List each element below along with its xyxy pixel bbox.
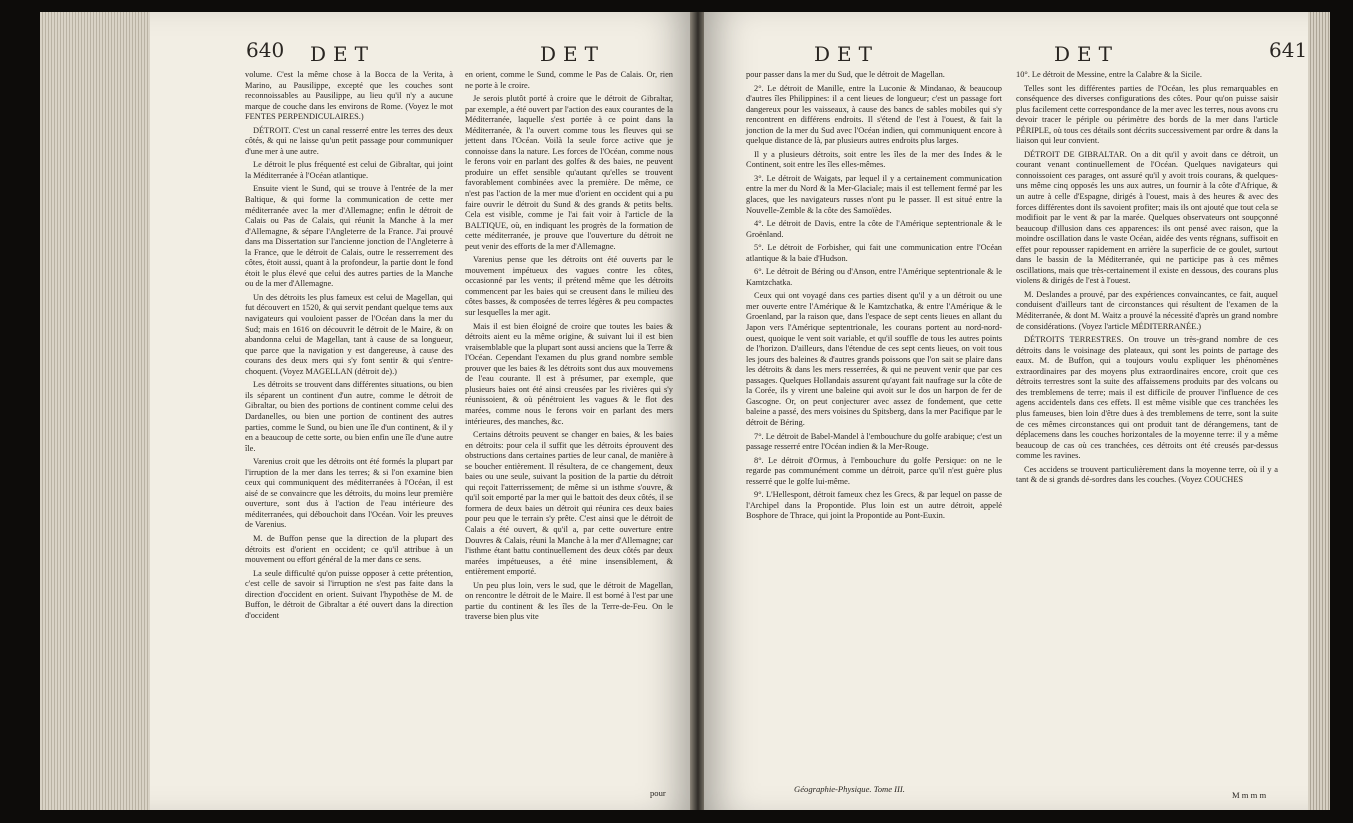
running-head-right-2: DET xyxy=(1054,42,1119,66)
right-page-column-2 xyxy=(1016,70,1278,489)
paragraph: Ensuite vient le Sund, qui se trouve à l'entrée de la mer Baltique, & qui forme la communication de cette mer méditerranée avec la mer d'Allemagne; enfin le détroit de Calais ou Pas de Calais, qui réunit la Manche à la mer d'Allemagne, & sépare l'Angleterre de la France. J'ai prouvé dans ma Dissertation sur l'ancienne jonction de l'Angleterre à la France, que le détroit de Calais, outre le resserrement des côtes, étoit aussi, quant à la profondeur, la partie dont le fond étoit le plus élevé que celui des autres parties de la Manche ou de la mer d'Allemagne. xyxy=(245,184,453,289)
page-number-right: 641 xyxy=(1269,38,1308,62)
paragraph: Le détroit le plus fréquenté est celui de Gibraltar, qui joint la Méditerranée à l'Océan atlantique. xyxy=(245,160,453,180)
paragraph: La seule difficulté qu'on puisse opposer à cette prétention, c'est celle de savoir si l'irruption ne s'est pas faite dans la direction d'occident en orient. Suivant l'hypothèse de M. de Buffon, le détroit de Gibraltar a été ouvert dans la direction d'occident xyxy=(245,568,453,620)
paragraph: DÉTROIT. C'est un canal resserré entre les terres des deux côtés, & qui ne laisse qu'un petit passage pour communiquer d'une mer à une autre. xyxy=(245,125,453,156)
paragraph: 4°. Le détroit de Davis, entre la côte de l'Amérique septentrionale & le Groënland. xyxy=(746,219,1002,239)
paragraph: Un des détroits les plus fameux est celui de Magellan, qui fut découvert en 1520, & qui servit pendant quelque tems aux navigateurs qui vouloient passer de l'Océan dans la mer du Sud; mais en 1616 on découvrit le détroit de le Maire, & on abandonna celui de Magellan, tant à cause de sa longueur, que parce que la navigation y est dangereuse, à cause des courans des deux mers qui s'y font sentir & qui s'entre-choquent. (Voyez MAGELLAN (détroit de).) xyxy=(245,292,453,376)
right-page-edges xyxy=(1308,12,1330,810)
paragraph: M. de Buffon pense que la direction de la plupart des détroits est d'orient en occident; ce qu'il attribue à un mouvement ou effort général de la mer dans ce sens. xyxy=(245,533,453,565)
paragraph: pour passer dans la mer du Sud, que le détroit de Magellan. xyxy=(746,70,945,79)
paragraph: Je serois plutôt porté à croire que le détroit de Gibraltar, par exemple, a été ouvert par l'action des eaux courantes de la Méditerranée, laquelle s'est portée à ce point dans la Méditerranée, & l'a ouvert comme tous les fleuves qui se jettent dans l'Océan. Voilà la seule force active que je connoisse dans la nature. Les forces de l'Océan, comme nous le ferons voir en parlant des golfes & des baies, ne peuvent produire un effet sensible qu'autant qu'elles se trouvent favorablement combinées avec la première. De même, ce n'est pas l'action de la mer mue d'orient en occident qui a pu faire ouvrir le détroit du Sund & des grands & petits belts. Cela est visible, comme je l'ai fait voir à l'article de la BALTIQUE, où, en indiquant les progrès de la formation de cette méditerranée, je prouve que l'ouverture du détroit ne peut venir des efforts de la mer d'Allemagne. xyxy=(465,94,673,251)
running-head-right-1: DET xyxy=(814,42,879,66)
paragraph: Certains détroits peuvent se changer en baies, & les baies en détroits: pour cela il suffit que les détroits éprouvent des obstructions dans certaines parties de leur canal, de manière à se boucher entièrement. Il résultera, de ce changement, deux baies ou une seule, suivant la position de la partie du détroit qui reçoit l'atterrissement; de même si un isthme s'ouvre, & qu'il soit emporté par la mer qui le battoit des deux côtés, il se formera de deux baies un détroit qui réunira ces deux baies pour peu que le terrain s'y prête. C'est ainsi que le détroit de Calais a été ouvert, & qu'il a, par cette ouverture entre Douvres & Calais, réuni la Manche à la mer d'Allemagne; car l'isthme étant battu continuellement des deux côtés par deux marées impétueuses, a été mine insensiblement, & entièrement emporté. xyxy=(465,430,673,577)
paragraph: 3°. Le détroit de Waigats, par lequel il y a certainement communication entre la mer du Nord & la Mer-Glaciale; mais il est tellement fermé par les glaces, que les navigateurs russes n'ont pu le passer. Il est situé entre la Nouvelle-Zemble & la côte des Samoïèdes. xyxy=(746,173,1002,215)
left-page xyxy=(40,12,692,810)
paragraph: Ceux qui ont voyagé dans ces parties disent qu'il y a un détroit ou une mer ouverte entre l'Amérique & le Kamtzchatka, & entre l'Amérique & le Groenland, par la raison que, dans l'espace de sept cents lieues en allant du Japon vers l'Amérique septentrionale, les courans portent au nord-nord-ouest, quoique le vent soit variable, et qu'il souffle de tous les autres points de l'horizon. D'ailleurs, dans l'étendue de ces sept cents lieues, on voit tous les jours des baleines & d'autres grands poissons que l'on sait se plaire dans les détroits & dans les mers resserrées, & qui ne peuvent venir que par ces passages. Quelques Hollandais assurent qu'ayant fait naufrage sur la côte de la Corée, ils y virent une baleine qui avoit sur le dos un harpon de fer de Gascogne. Or, on peut conjecturer avec assez de fondement, que cette baleine a passé, des mers voisines du Spitsberg, dans la mer Pacifique par le détroit de Béring. xyxy=(746,291,1002,427)
paragraph: volume. C'est la même chose à la Bocca de la Verita, à Marino, au Pausilippe, excepté que les couches sont reconnoissables au Pausilippe, au lieu qu'il n'y a aucune marque de couche dans les environs de Rome. (Voyez le mot FENTES PERPENDICULAIRES.) xyxy=(245,70,453,122)
paragraph: 7°. Le détroit de Babel-Mandel à l'embouchure du golfe arabique; c'est un passage resserré entre l'Océan indien & la Mer-Rouge. xyxy=(746,431,1002,452)
left-page-column-2 xyxy=(465,70,673,626)
catchword: pour xyxy=(650,788,666,798)
page-footer: Géographie-Physique. Tome III. xyxy=(794,784,905,794)
paragraph: Mais il est bien éloigné de croire que toutes les baies & détroits aient eu la même origine, & suivant lui il est bien vraisemblable que la plupart sont aussi anciens que la Terre & l'Océan. Cependant l'examen du plus grand nombre semble prouver que les baies & les détroits sont dus aux mouvemens de l'eau courante. Il est à présumer, par exemple, que plusieurs baies ont été ainsi creusées par les rivières qui s'y réunissoient, & où pénétroient les vagues & le flot des marées, comme nous le ferons voir en parlant des mers intérieures, des manches, &c. xyxy=(465,321,673,426)
paragraph: Telles sont les différentes parties de l'Océan, les plus remarquables en conséquence des diverses configurations des côtes. Pour qu'on puisse saisir plus facilement cette correspondance de la mer avec les terres, nous avons cru devoir tracer le périple ou périmètre des bords de la mer dans l'article PÉRIPLE, où tous ces détails sont décrits successivement par ordre & dans la liaison qui leur convient. xyxy=(1016,83,1278,146)
paragraph: Un peu plus loin, vers le sud, que le détroit de Magellan, on rencontre le détroit de le Maire. Il est borné à l'est par une partie du continent & les îles de la Terre-de-Feu. On le traverse bien plus vite xyxy=(465,580,673,622)
paragraph: 2°. Le détroit de Manille, entre la Luconie & Mindanao, & beaucoup d'autres îles Philippines: il a cent lieues de longueur; c'est un passage fort dangereux pour les vaisseaux, à cause des bancs de sables mobiles qui s'y rencontrent en différens endroits. Il s'étend de l'est à l'ouest, & fait la jonction de la mer du Sud avec l'Océan indien, qui communiquent encore à quelque distance de là, par plusieurs autres endroits plus larges. xyxy=(746,83,1002,146)
paragraph: DÉTROIT DE GIBRALTAR. On a dit qu'il y avoit dans ce détroit, un courant venant continuellement de l'Océan. Quelques navigateurs qui connoissoient ces parages, ont assuré qu'il y avoit trois courans, & quelques-uns même cinq opposés les uns aux autres, un fournir à la côte d'Afrique, & un autre à celle d'Espagne, dirigés à l'ouest, mais à des heures & avec des forces différentes dont ils savoient profiter; mais ils ont ajouté que tout cela se modifioit par le vent & par la marée. Quelques observateurs ont soupçonné beaucoup d'illusion dans ces apparences: ils ont pensé avec raison, que la moindre oscillation dans le vaste Océan, aidée des vents régnans, suffisoit en effet pour repousser rapidement en arrière la superficie de ce goulet, surtout dans le bassin de la Méditerranée, qui ne participe pas à ces mêmes oscillations, mais que très-certainement il existe en dessous, des courans plus violens & dirigés de l'est à l'ouest. xyxy=(1016,149,1278,286)
paragraph: M. Deslandes a prouvé, par des expériences convaincantes, ce fait, auquel conduisent d'ailleurs tant de circonstances qui résultent de l'examen de la Méditerranée, & dont M. Waitz a prouvé la nécessité d'après un grand nombre de considérations. (Voyez l'article MÉDITERRANÉE.) xyxy=(1016,289,1278,331)
paragraph: 5°. Le détroit de Forbisher, qui fait une communication entre l'Océan atlantique & la baie d'Hudson. xyxy=(746,243,1002,263)
paragraph: Les détroits se trouvent dans différentes situations, ou bien ils séparent un continent d'un autre, comme le détroit de Gibraltar, ou bien des portions de continent comme celui des Dardanelles, ou bien une portion de continent des autres parties, comme le Sund, ou bien une île d'un continent, & il y en a beaucoup de cette sorte, ou bien enfin une île d'une autre île. xyxy=(245,380,453,453)
paragraph: en orient, comme le Sund, comme le Pas de Calais. Or, rien ne porte à le croire. xyxy=(465,70,673,90)
open-book xyxy=(40,12,1330,812)
paragraph: 8°. Le détroit d'Ormus, à l'embouchure du golfe Persique: on ne le regarde pas communément comme un détroit, parce qu'il n'est guère plus resserré que le golfe lui-même. xyxy=(746,455,1002,486)
paragraph: 10°. Le détroit de Messine, entre la Calabre & la Sicile. xyxy=(1016,70,1202,79)
paragraph: 9°. L'Hellespont, détroit fameux chez les Grecs, & par lequel on passe de l'Archipel dans la Propontide. Plus loin est un autre détroit, appelé Bosphore de Thrace, qui joint la Propontide au Pont-Euxin. xyxy=(746,490,1002,521)
paragraph: DÉTROITS TERRESTRES. On trouve un très-grand nombre de ces détroits dans le voisinage des plateaux, qui sont les points de partage des eaux. M. de Buffon, qui a toujours voulu expliquer les phénomènes extraordinaires par des moyens plus extraordinaires encore, croit que ces détroits terrestres sont la suite des affaissemens produits par des volcans ou des tremblemens de terre; mais il est difficile de prouver l'influence de ces agens accidentels dans ces effets. Il est même visible que ces tranchées les plus fameuses, bien loin d'être dues à des tremblemens de terre, sont la suite de ces mêmes circonstances qui ont produit tant de dérangemens, tant de déplacemens dans les couches horizontales de la moyenne terre: il y a même beaucoup de cas où ces tranchées, ces détroits ont été creusés par-dessus comme les ravines. xyxy=(1016,335,1278,461)
right-page xyxy=(704,12,1330,810)
paragraph: 6°. Le détroit de Béring ou d'Anson, entre l'Amérique septentrionale & le Kamtzchatka. xyxy=(746,267,1002,287)
paragraph: Varenius croit que les détroits ont été formés la plupart par l'irruption de la mer dans les terres; & si l'on examine bien ceux qui communiquent des méditerranées à l'Océan, il est aisé de se convaincre que les détroits, du moins leur première ouverture, sont dus à l'action de l'eau intérieure des méditerranées, qui débouchoit dans l'Océan. Voir les preuves de Varenius. xyxy=(245,457,453,530)
left-page-column-1 xyxy=(245,70,453,624)
paragraph: Ces accidens se trouvent particulièrement dans la moyenne terre, où il y a tant & de si grands dé-sordres dans les couches. (Voyez COUCHES xyxy=(1016,464,1278,485)
signature-mark: M m m m xyxy=(1232,790,1267,800)
paragraph: Il y a plusieurs détroits, soit entre les îles de la mer des Indes & le Continent, soit entre les îles elles-mêmes. xyxy=(746,149,1002,170)
right-page-column-1 xyxy=(746,70,1002,525)
running-head-left-2: DET xyxy=(540,42,605,66)
running-head-left-1: DET xyxy=(310,42,375,66)
page-number-left: 640 xyxy=(246,38,285,62)
left-page-edges xyxy=(40,12,150,810)
paragraph: Varenius pense que les détroits ont été ouverts par le mouvement impétueux des vagues contre les côtes, occasionné par les vents; il prétend même que les détroits commencent par les baies qui se creusent dans le milieu des côtes basses, & composées de terres légères & peu compactes sur lesquelles la mer agit. xyxy=(465,255,673,318)
